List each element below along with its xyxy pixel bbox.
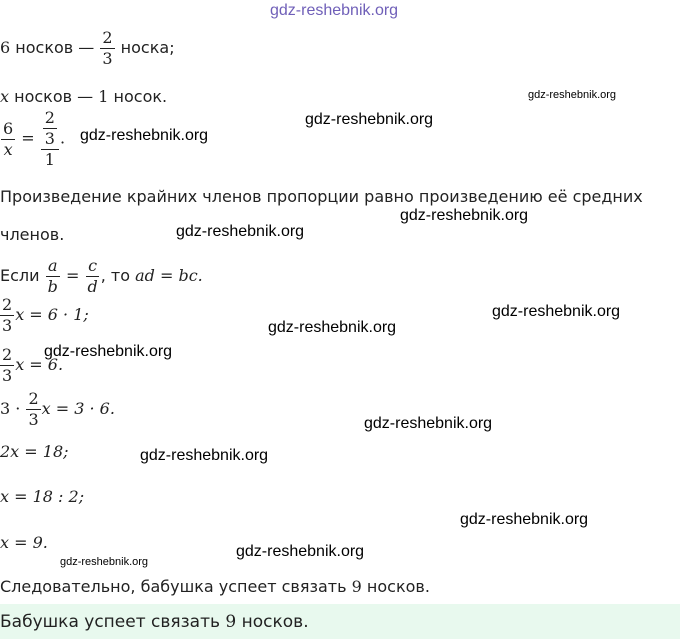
- line-10: 2x = 18;: [0, 442, 69, 461]
- text: носков —: [15, 38, 95, 57]
- line-3: [0, 110, 65, 168]
- fraction: [0, 297, 14, 334]
- watermark: gdz-reshebnik.org: [60, 556, 149, 568]
- formula: ad = bc.: [135, 266, 203, 285]
- watermark: gdz-reshebnik.org: [44, 343, 173, 360]
- answer-box: [0, 604, 680, 639]
- numerator: 2: [2, 345, 13, 364]
- text: носков.: [241, 612, 309, 632]
- denominator: 3: [44, 129, 55, 148]
- line-9: [0, 391, 115, 428]
- equation: x = 6 · 1;: [15, 305, 89, 324]
- equation: x = 6.: [15, 355, 64, 374]
- text: Следовательно, бабушка успеет связать: [0, 577, 347, 596]
- denominator: 1: [44, 150, 55, 169]
- top-watermark: gdz-reshebnik.org: [270, 2, 399, 19]
- line-5: членов.: [0, 225, 65, 244]
- denominator: d: [87, 277, 98, 296]
- line-6: [0, 258, 203, 295]
- watermark: gdz-reshebnik.org: [305, 111, 434, 128]
- line-2: [0, 87, 167, 106]
- text: носок.: [113, 87, 168, 106]
- text: носков.: [366, 577, 430, 596]
- period: .: [59, 128, 66, 148]
- watermark: gdz-reshebnik.org: [400, 207, 529, 224]
- equation: x = 3 · 6.: [41, 399, 115, 418]
- equals-sign: =: [65, 266, 80, 285]
- watermark: gdz-reshebnik.org: [236, 543, 365, 560]
- multiplier: 3 ·: [0, 399, 21, 418]
- number: 1: [98, 87, 109, 106]
- numerator: 2: [2, 295, 13, 314]
- watermark: gdz-reshebnik.org: [268, 319, 397, 336]
- fraction: [0, 347, 14, 384]
- watermark: gdz-reshebnik.org: [460, 511, 589, 528]
- numerator: [41, 110, 59, 150]
- answer-text: [0, 612, 309, 632]
- denominator: b: [47, 277, 58, 296]
- numerator: 6: [3, 118, 14, 138]
- compound-fraction: [41, 110, 59, 168]
- text: Бабушка успеет связать: [0, 612, 220, 632]
- line-4: Произведение крайних членов пропорции равно произведению её средних: [0, 187, 643, 206]
- watermark: gdz-reshebnik.org: [80, 127, 209, 144]
- line-1: [0, 30, 175, 67]
- variable: x: [0, 87, 10, 106]
- number: 9: [351, 577, 362, 596]
- numerator: 2: [28, 389, 39, 408]
- inner-fraction: [43, 110, 57, 147]
- fraction: [26, 391, 40, 428]
- fraction: [85, 258, 99, 295]
- line-7: [0, 297, 89, 334]
- denominator: 3: [28, 410, 39, 429]
- numerator: 2: [102, 28, 113, 47]
- denominator: 3: [2, 316, 13, 335]
- text: носков —: [14, 87, 94, 106]
- fraction: [1, 118, 15, 159]
- numerator: 2: [44, 108, 55, 127]
- watermark: gdz-reshebnik.org: [528, 89, 617, 101]
- watermark: gdz-reshebnik.org: [140, 447, 269, 464]
- fraction: [46, 258, 60, 295]
- equals-sign: =: [21, 128, 35, 148]
- fraction: [100, 30, 114, 67]
- number: 9: [225, 612, 237, 632]
- watermark: gdz-reshebnik.org: [364, 415, 493, 432]
- line-12: x = 9.: [0, 533, 48, 552]
- watermark: gdz-reshebnik.org: [492, 303, 621, 320]
- line-11: x = 18 : 2;: [0, 487, 85, 506]
- text: Если: [0, 266, 40, 285]
- denominator: x: [3, 139, 13, 159]
- line-13: [0, 577, 430, 596]
- number: 6: [0, 38, 11, 57]
- text: носка;: [120, 38, 175, 57]
- watermark: gdz-reshebnik.org: [176, 223, 305, 240]
- text: , то: [100, 266, 130, 285]
- numerator: a: [47, 256, 58, 275]
- denominator: 3: [2, 366, 13, 385]
- numerator: c: [88, 256, 98, 275]
- denominator: 3: [102, 49, 113, 68]
